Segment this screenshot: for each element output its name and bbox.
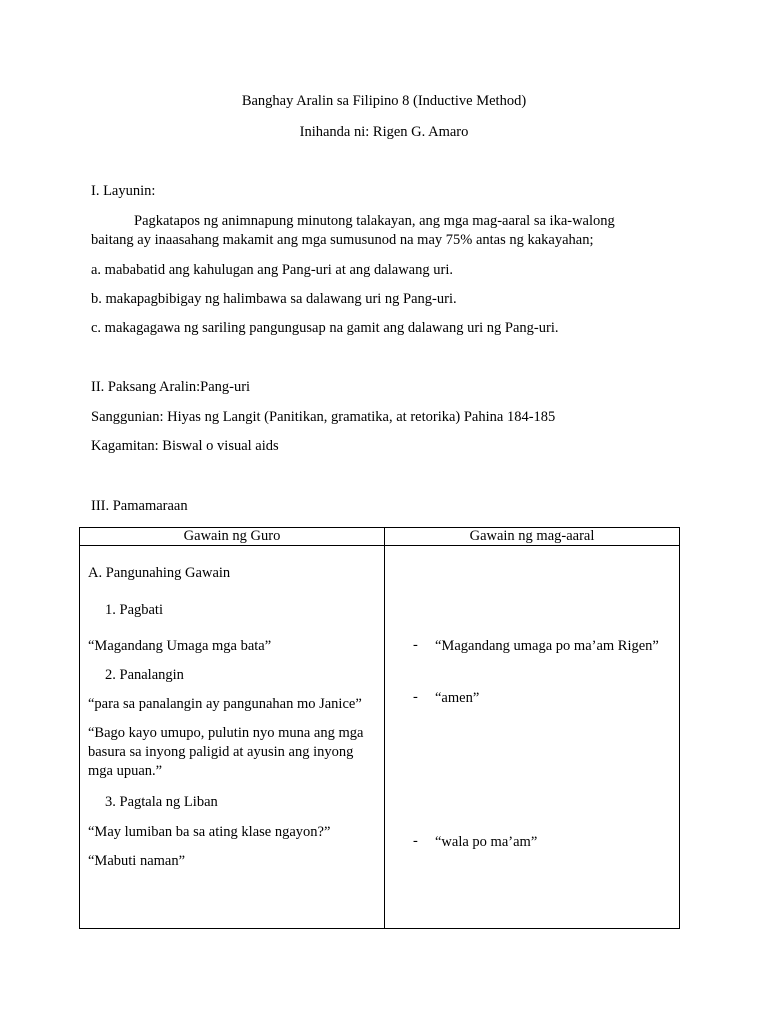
author-line: Inihanda ni: Rigen G. Amaro [299, 124, 469, 140]
objective-c: c. makagagawa ng sariling pangungusap na gamit ang dalawang uri ng Pang-uri. [91, 320, 559, 336]
materials-line: Kagamitan: Biswal o visual aids [91, 438, 279, 454]
section-heading-paksa: II. Paksang Aralin:Pang-uri [91, 379, 251, 395]
teacher-activities-cell [80, 546, 385, 929]
section-heading-layunin: I. Layunin: [91, 183, 156, 199]
teacher-attendance-question: “May lumiban ba sa ating klase ngayon?” [88, 824, 331, 840]
step-greeting-label: 1. Pagbati [105, 602, 163, 618]
procedure-table [79, 527, 680, 929]
activity-heading: A. Pangunahing Gawain [88, 565, 231, 581]
student-amen: “amen” [435, 690, 480, 706]
bullet-dash: - [413, 689, 418, 705]
step-attendance-label: 3. Pagtala ng Liban [105, 794, 218, 810]
document-title: Banghay Aralin sa Filipino 8 (Inductive Method) [241, 93, 527, 109]
teacher-response: “Mabuti naman” [88, 853, 186, 869]
student-greeting: “Magandang umaga po ma’am Rigen” [435, 638, 659, 654]
teacher-instruction: “Bago kayo umupo, pulutin nyo muna ang mga basura sa inyong paligid at ayusin ang inyong mga upuan.” [88, 725, 364, 779]
teacher-greeting: “Magandang Umaga mga bata” [88, 638, 272, 654]
objective-intro: Pagkatapos ng animnapung minutong talakayan, ang mga mag-aaral sa ika-walong baitang ay inaasahang makamit ang mga sumusunod na may 75% antas ng kakayahan; [91, 213, 615, 248]
column-header-student: Gawain ng mag-aaral [385, 528, 680, 546]
bullet-dash: - [413, 637, 418, 653]
table-header-row [80, 528, 680, 546]
step-prayer-label: 2. Panalangin [105, 667, 184, 683]
objective-b: b. makapagbibigay ng halimbawa sa dalawang uri ng Pang-uri. [91, 291, 457, 307]
reference-line: Sanggunian: Hiyas ng Langit (Panitikan, gramatika, at retorika) Pahina 184-185 [91, 409, 556, 425]
section-heading-pamamaraan: III. Pamamaraan [91, 498, 188, 514]
column-header-teacher: Gawain ng Guro [80, 528, 385, 546]
student-absent-reply: “wala po ma’am” [435, 834, 538, 850]
student-activities-cell [385, 546, 680, 929]
bullet-dash: - [413, 833, 418, 849]
objective-a: a. mababatid ang kahulugan ang Pang-uri at ang dalawang uri. [91, 262, 453, 278]
teacher-prayer: “para sa panalangin ay pangunahan mo Janice” [88, 696, 362, 712]
table-row [80, 546, 680, 929]
